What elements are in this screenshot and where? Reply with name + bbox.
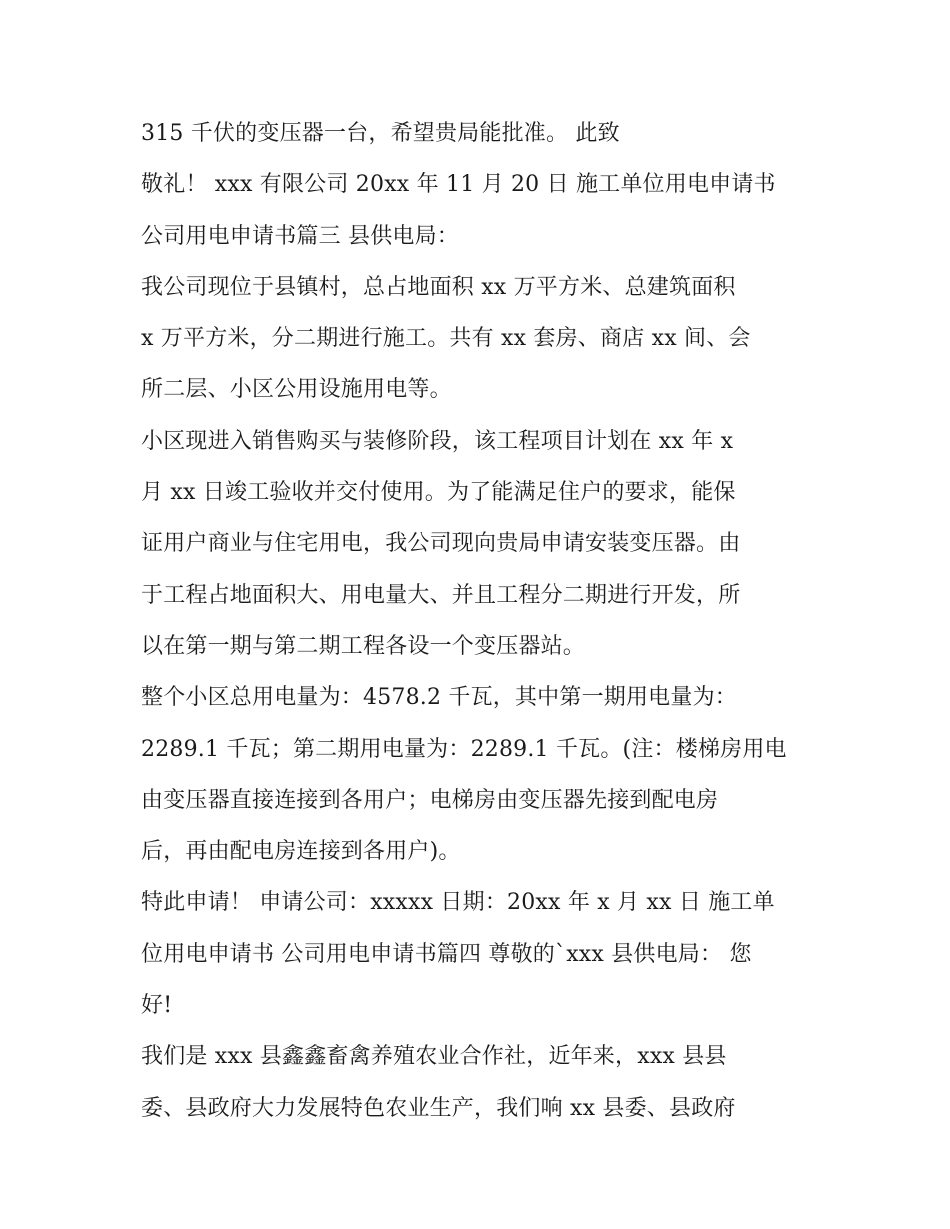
text-line: 月 xx 日竣工验收并交付使用。为了能满足住户的要求，能保 bbox=[141, 480, 736, 506]
text-line: 我们是 xxx 县鑫鑫畜禽养殖农业合作社，近年来，xxx 县县 bbox=[141, 1044, 727, 1070]
text-line: x 万平方米，分二期进行施工。共有 xx 套房、商店 xx 间、会 bbox=[141, 326, 751, 352]
text-line: 我公司现位于县镇村，总占地面积 xx 万平方米、总建筑面积 bbox=[141, 274, 736, 300]
text-line: 敬礼！ xxx 有限公司 20xx 年 11 月 20 日 施工单位用电申请书 bbox=[141, 172, 776, 198]
text-line: 证用户商业与住宅用电，我公司现向贵局申请安装变压器。由 bbox=[141, 531, 741, 557]
text-line: 整个小区总用电量为：4578.2 千瓦，其中第一期用电量为： bbox=[141, 685, 737, 711]
text-line: 2289.1 千瓦；第二期用电量为：2289.1 千瓦。(注：楼梯房用电 bbox=[141, 736, 787, 762]
text-line: 315 千伏的变压器一台，希望贵局能批准。 此致 bbox=[141, 121, 620, 146]
text-line: 以在第一期与第二期工程各设一个变压器站。 bbox=[141, 633, 586, 659]
text-line: 特此申请！ 申请公司：xxxxx 日期：20xx 年 x 月 xx 日 施工单 bbox=[141, 890, 775, 916]
text-line: 于工程占地面积大、用电量大、并且工程分二期进行开发，所 bbox=[141, 582, 741, 608]
text-line: 小区现进入销售购买与装修阶段，该工程项目计划在 xx 年 x bbox=[141, 428, 734, 454]
text-line: 好! bbox=[141, 993, 173, 1019]
document-body bbox=[141, 108, 821, 1134]
text-line: 位用电申请书 公司用电申请书篇四 尊敬的`xxx 县供电局： 您 bbox=[141, 941, 752, 967]
text-line: 委、县政府大力发展特色农业生产，我们响 xx 县委、县政府 bbox=[141, 1095, 736, 1121]
text-line: 由变压器直接连接到各用户；电梯房由变压器先接到配电房 bbox=[141, 787, 719, 813]
text-line: 后，再由配电房连接到各用户)。 bbox=[141, 839, 461, 865]
text-line: 公司用电申请书篇三 县供电局： bbox=[141, 223, 459, 249]
text-line: 所二层、小区公用设施用电等。 bbox=[141, 377, 452, 403]
